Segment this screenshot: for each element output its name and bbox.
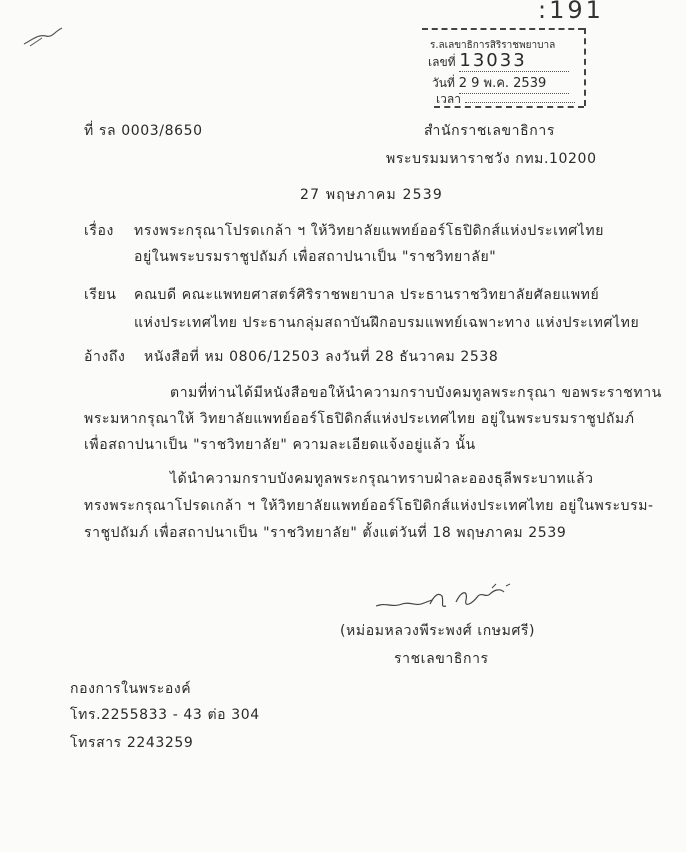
- receipt-stamp: [422, 28, 590, 106]
- paragraph-1-line-2: พระมหากรุณาให้ วิทยาลัยแพทย์ออร์โธปิดิกส์แห่งประเทศไทย อยู่ในพระบรมราชูปถัมภ์: [84, 411, 635, 427]
- recipient-label: เรียน: [84, 287, 117, 303]
- recipient-line-2: แห่งประเทศไทย ประธานกลุ่มสถาบันฝึกอบรมแพทย์เฉพาะทาง แห่งประเทศไทย: [134, 315, 640, 331]
- reference-text: หนังสือที่ หม 0806/12503 ลงวันที่ 28 ธันวาคม 2538: [144, 349, 499, 365]
- stamp-border-right: [584, 28, 586, 106]
- subject-line-2: อยู่ในพระบรมราชูปถัมภ์ เพื่อสถาปนาเป็น "ราชวิทยาลัย": [134, 249, 497, 265]
- paragraph-2-line-3: ราชูปถัมภ์ เพื่อสถาปนาเป็น "ราชวิทยาลัย" ตั้งแต่วันที่ 18 พฤษภาคม 2539: [84, 525, 567, 541]
- reference-label: อ้างถึง: [84, 349, 126, 365]
- signer-title: ราชเลขาธิการ: [394, 651, 489, 667]
- paragraph-2-line-2: ทรงพระกรุณาโปรดเกล้า ฯ ให้วิทยาลัยแพทย์ออร์โธปิดิกส์แห่งประเทศไทย อยู่ในพระบรม-: [84, 498, 654, 514]
- letter-date: 27 พฤษภาคม 2539: [300, 187, 443, 203]
- sender-office: สำนักราชเลขาธิการ: [424, 123, 555, 139]
- stamp-office: ร.ลเลขาธิการสิริราชพยาบาล: [430, 40, 556, 51]
- stamp-number-label: เลขที่: [428, 55, 456, 69]
- subject-line-1: ทรงพระกรุณาโปรดเกล้า ฯ ให้วิทยาลัยแพทย์ออร์โธปิดิกส์แห่งประเทศไทย: [134, 223, 605, 239]
- footer-phone: โทร.2255833 - 43 ต่อ 304: [70, 707, 260, 723]
- page-number: :191: [538, 0, 604, 24]
- reference-number: ที่ รล 0003/8650: [84, 123, 203, 139]
- stamp-time-label: เวลา: [436, 92, 461, 106]
- stamp-border-top: [422, 28, 584, 30]
- recipient-line-1: คณบดี คณะแพทยศาสตร์ศิริราชพยาบาล ประธานราชวิทยาลัยศัลยแพทย์: [134, 287, 600, 303]
- sender-address: พระบรมมหาราชวัง กทม.10200: [386, 151, 597, 167]
- paragraph-1-line-3: เพื่อสถาปนาเป็น "ราชวิทยาลัย" ความละเอียดแจ้งอยู่แล้ว นั้น: [84, 437, 476, 453]
- footer-fax: โทรสาร 2243259: [70, 735, 194, 751]
- paragraph-1-line-1: ตามที่ท่านได้มีหนังสือขอให้นำความกราบบังคมทูลพระกรุณา ขอพระราชทาน: [170, 385, 662, 401]
- stamp-date: 2 9 พ.ค. 2539: [459, 72, 569, 94]
- footer-department: กองการในพระองค์: [70, 681, 192, 697]
- stamp-date-label: วันที่: [432, 76, 455, 90]
- paragraph-2-line-1: ได้นำความกราบบังคมทูลพระกรุณาทราบฝ่าละอองธุลีพระบาทแล้ว: [170, 471, 594, 487]
- stamp-time-blank: [465, 102, 575, 103]
- signer-name: (หม่อมหลวงพีระพงศ์ เกษมศรี): [340, 623, 536, 639]
- stamp-number: 13033: [459, 50, 569, 72]
- subject-label: เรื่อง: [84, 223, 114, 239]
- corner-scribble: [22, 26, 66, 48]
- handwritten-signature: [372, 582, 532, 616]
